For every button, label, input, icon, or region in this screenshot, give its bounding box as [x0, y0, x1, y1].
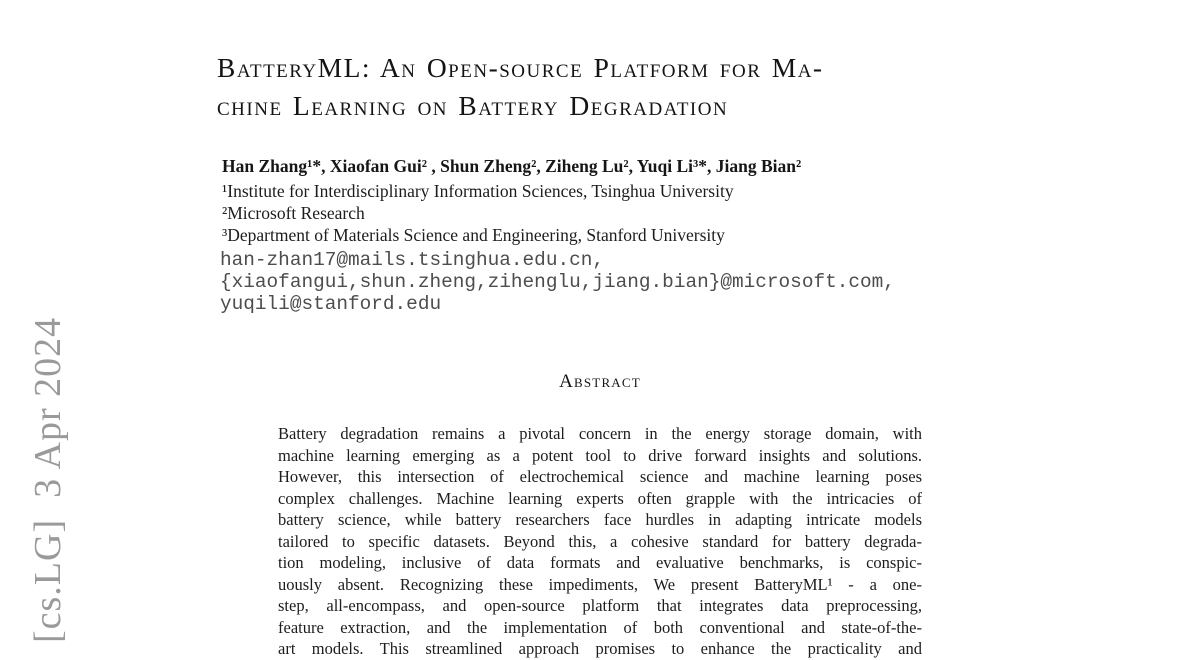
- abstract-line-4: complex challenges. Machine learning experts often grapple with the intricacies of: [278, 488, 922, 508]
- affiliation-2: ²Microsoft Research: [222, 203, 365, 223]
- abstract-line-1: Battery degradation remains a pivotal concern in the energy storage domain, with: [278, 424, 922, 443]
- abstract-line-9: step, all-encompass, and open-source platform that integrates data preprocessing,: [278, 596, 922, 615]
- abstract-line-7: tion modeling, inclusive of data formats and evaluative benchmarks, is conspic-: [278, 553, 922, 572]
- abstract-line-6: tailored to specific datasets. Beyond this, a cohesive standard for battery degrada-: [278, 531, 922, 551]
- abstract-line-2: machine learning emerging as a potent tool to drive forward insights and solutions.: [278, 445, 922, 465]
- abstract-line-5: battery science, while battery researchers face hurdles in adapting intricate models: [278, 510, 922, 529]
- affiliations-block: [222, 180, 734, 246]
- affiliation-1: ¹Institute for Interdisciplinary Information Sciences, Tsinghua University: [222, 181, 734, 201]
- abstract-line-3: However, this intersection of electrochemical science and machine learning poses: [278, 467, 922, 486]
- abstract-heading: Abstract: [559, 371, 641, 392]
- paper-title-line2: chine Learning on Battery Degradation: [217, 90, 729, 121]
- abstract-line-8: uously absent. Recognizing these impediments, We present BatteryML¹ - a one-: [278, 574, 922, 594]
- authors-line: Han Zhang¹*, Xiaofan Gui² , Shun Zheng², Ziheng Lu², Yuqi Li³*, Jiang Bian²: [222, 156, 802, 176]
- affiliation-3: ³Department of Materials Science and Engineering, Stanford University: [222, 225, 725, 245]
- email-line-3: yuqili@stanford.edu: [220, 293, 442, 315]
- email-line-1: han-zhan17@mails.tsinghua.edu.cn,: [220, 249, 604, 271]
- emails-block: [220, 249, 895, 315]
- email-line-2: {xiaofangui,shun.zheng,zihenglu,jiang.bian}@microsoft.com,: [220, 271, 895, 293]
- arxiv-watermark-text: [cs.LG] 3 Apr 2024: [27, 316, 69, 643]
- paper-title-line1: BatteryML: An Open-source Platform for Ma-: [217, 52, 824, 83]
- paper-title: [217, 49, 824, 125]
- abstract-line-11: art models. This streamlined approach promises to enhance the practicality and: [278, 639, 922, 658]
- abstract-line-10: feature extraction, and the implementation of both conventional and state-of-the-: [278, 617, 922, 637]
- abstract-body: [278, 423, 922, 660]
